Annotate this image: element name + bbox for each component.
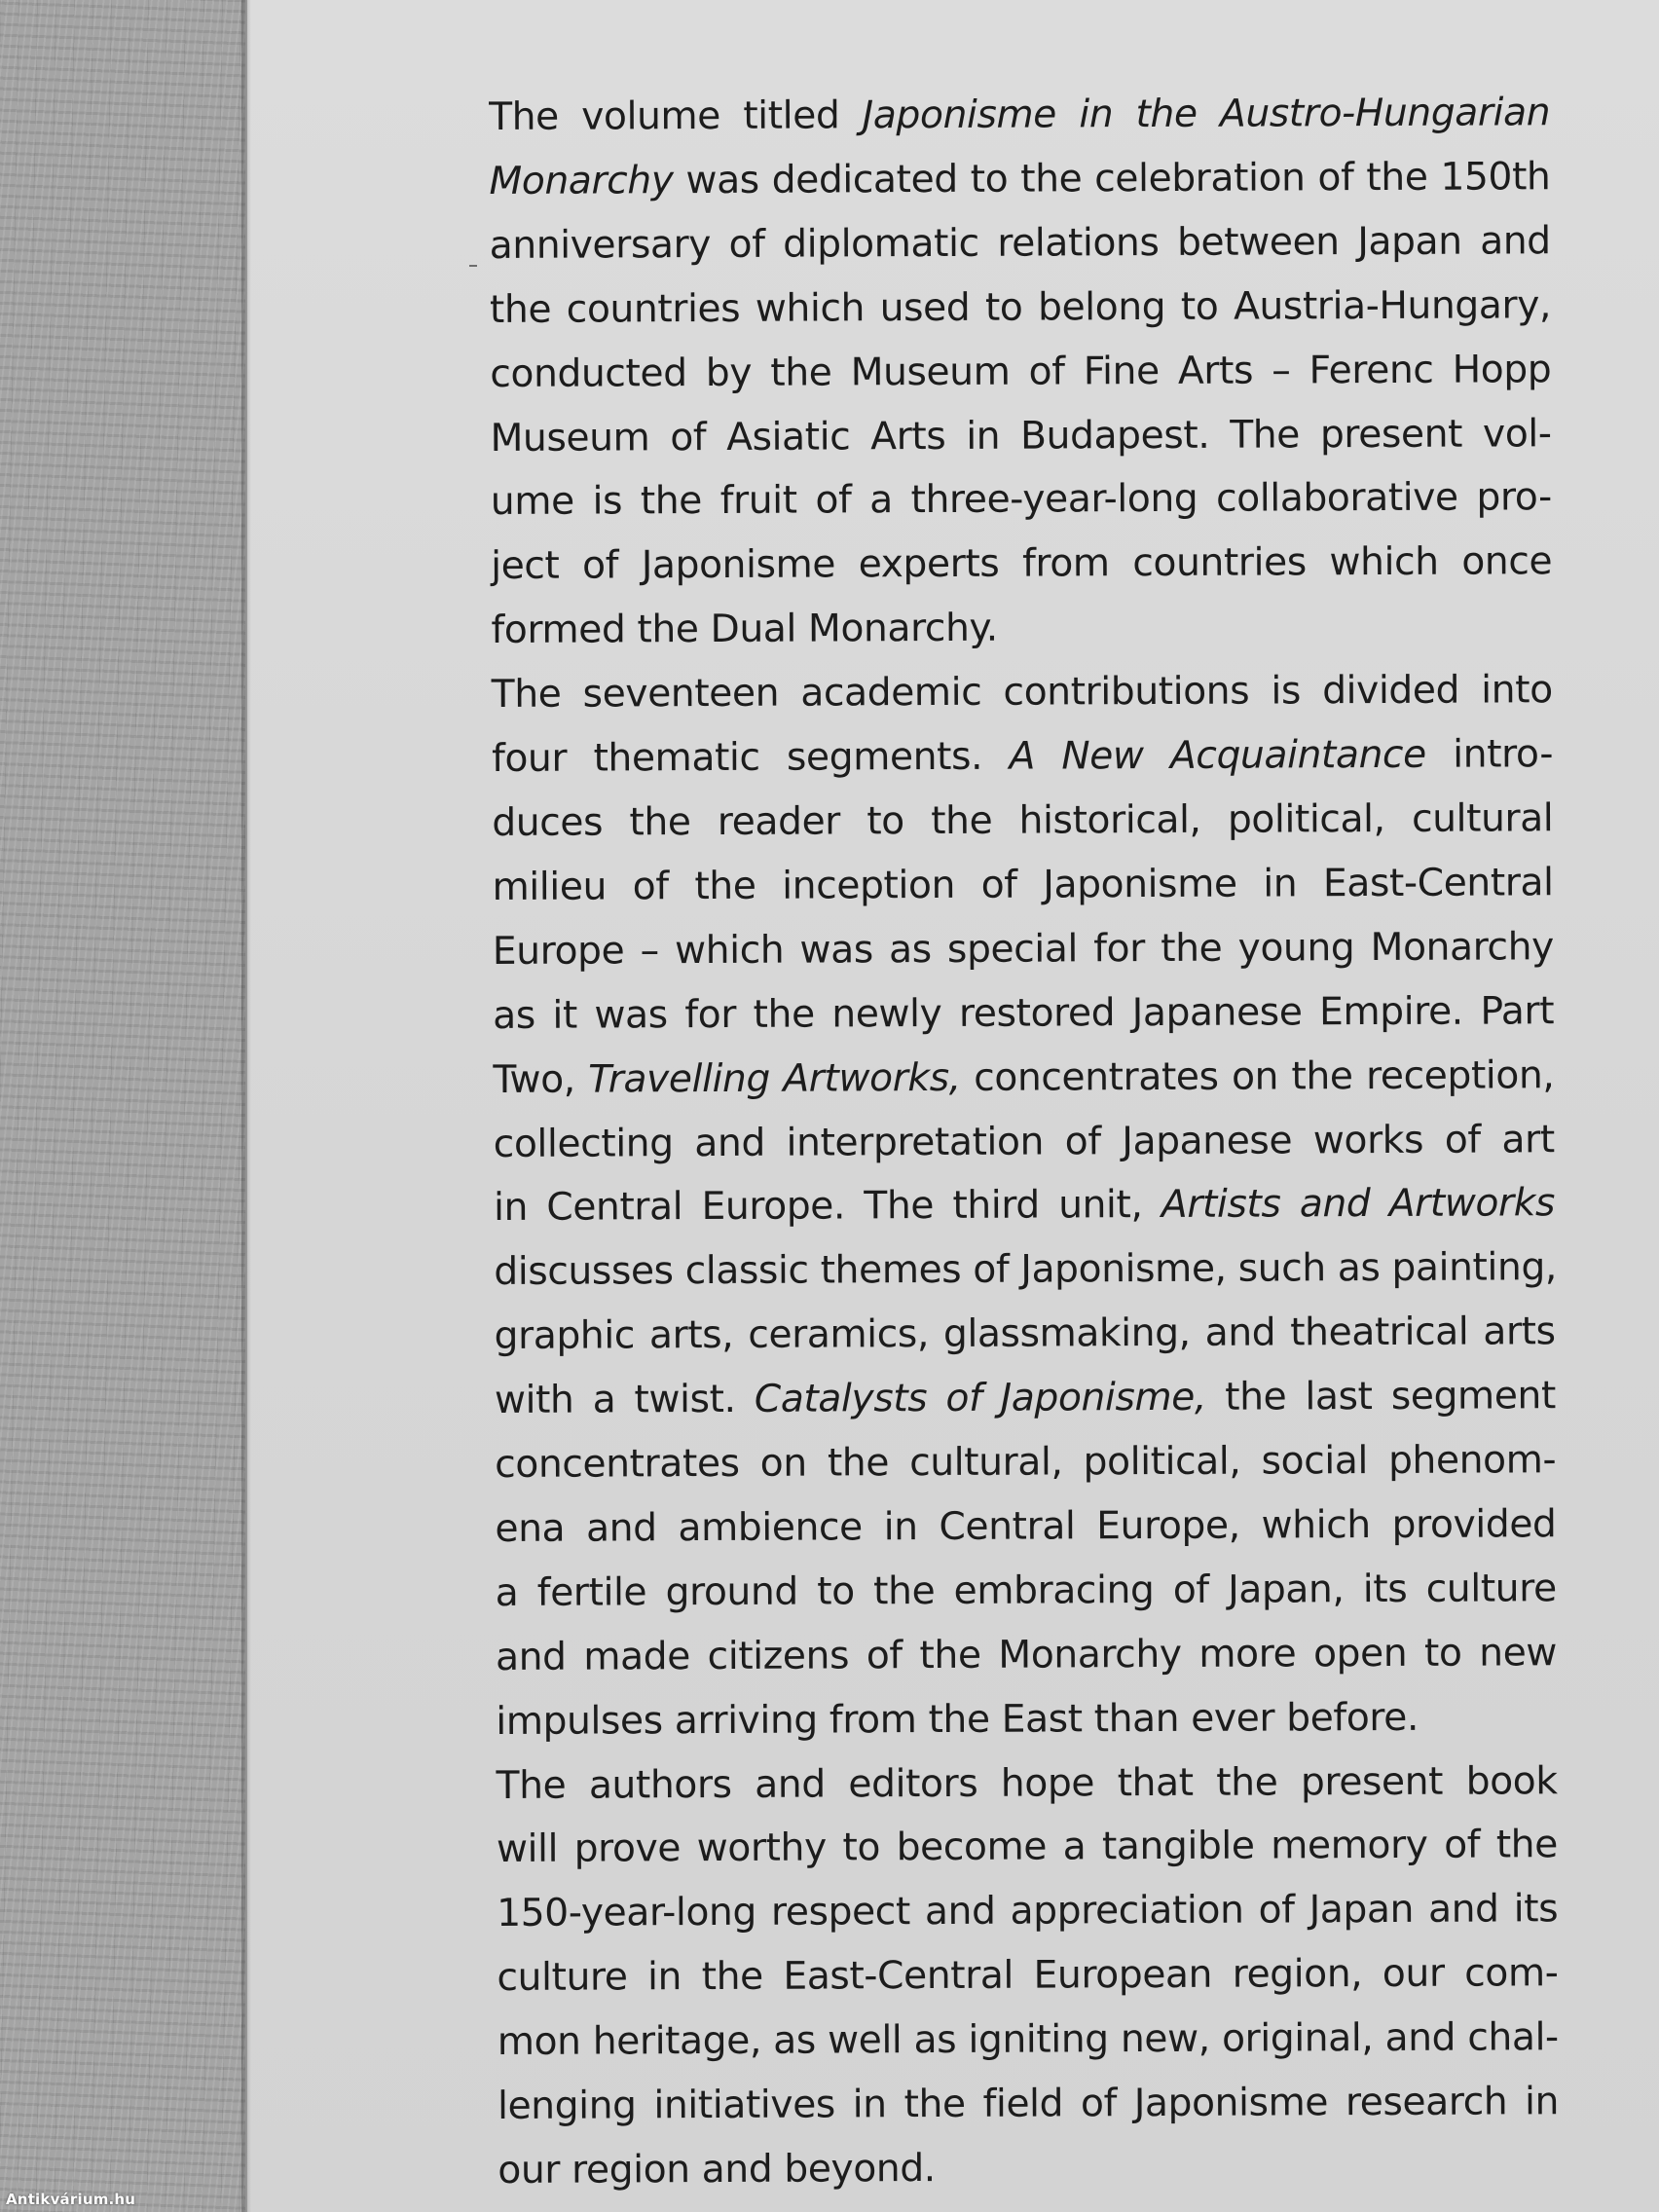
- text-line: [490, 274, 1551, 343]
- text-line: [491, 466, 1552, 535]
- paragraph: [492, 658, 1558, 1753]
- text-run: 150-year-long respect and appreciation of Japan and its: [497, 1887, 1559, 1936]
- paragraph: [496, 1750, 1559, 2203]
- book-page: [247, 0, 1659, 2212]
- linen-background: [0, 0, 245, 2212]
- text-line: [495, 1428, 1556, 1497]
- text-line: [492, 658, 1553, 727]
- text-run: The volume titled: [489, 93, 863, 139]
- italic-title: Catalysts of Japonisme,: [754, 1375, 1207, 1421]
- text-line: [494, 1172, 1555, 1241]
- italic-title: Artists and Artworks: [1161, 1181, 1556, 1228]
- text-line: [496, 1685, 1557, 1754]
- text-line: [496, 1621, 1557, 1690]
- text-run: Two,: [493, 1057, 589, 1102]
- text-line: [494, 1236, 1558, 1306]
- text-line: [498, 2006, 1559, 2075]
- text-line: [491, 594, 1552, 663]
- text-line: [489, 145, 1550, 214]
- text-run: impulses arriving from the East than ever before.: [496, 1695, 1419, 1744]
- text-line: [492, 851, 1553, 920]
- text-line: [493, 915, 1554, 984]
- text-line: [490, 402, 1551, 471]
- paragraph: [489, 81, 1553, 663]
- text-run: graphic arts, ceramics, glassmaking, and theatrical arts: [494, 1309, 1556, 1359]
- text-run: formed the Dual Monarchy.: [491, 606, 998, 653]
- text-line: [493, 1044, 1554, 1113]
- page-edge-shadow: [241, 0, 251, 2212]
- text-line: [498, 2070, 1559, 2139]
- text-run: lenging initiatives in the field of Japonisme research in: [497, 2080, 1560, 2129]
- text-line: [496, 1557, 1557, 1626]
- text-run: duces the reader to the historical, political, cultural: [492, 796, 1554, 845]
- text-line: [494, 1300, 1555, 1369]
- italic-title: Travelling Artworks,: [588, 1055, 961, 1102]
- watermark-text: Antikvárium.hu: [6, 2191, 136, 2208]
- text-line: [497, 1942, 1558, 2011]
- text-line: [495, 1493, 1556, 1562]
- text-run: and made citizens of the Monarchy more open to new: [495, 1630, 1558, 1679]
- text-run: Museum of Asiatic Arts in Budapest. The present vol-: [490, 411, 1552, 461]
- text-line: [492, 722, 1553, 792]
- italic-title: Monarchy: [489, 159, 674, 203]
- italic-title: Japonisme in the Austro-Hungarian: [862, 91, 1551, 138]
- text-run: in Central Europe. The third unit,: [493, 1183, 1161, 1231]
- text-run: our region and beyond.: [498, 2147, 936, 2193]
- text-run: ume is the fruit of a three-year-long collaborative pro-: [490, 475, 1552, 525]
- text-run: The authors and editors hope that the present book: [496, 1758, 1558, 1808]
- text-run: The seventeen academic contributions is divided into: [491, 668, 1553, 718]
- text-run: was dedicated to the celebration of the 150th: [673, 155, 1551, 203]
- text-line: [494, 1108, 1555, 1177]
- text-line: [489, 81, 1550, 150]
- text-run: concentrates on the cultural, political, social phenom-: [495, 1438, 1557, 1488]
- text-run: four thematic segments.: [491, 734, 1010, 782]
- text-run: intro-: [1425, 732, 1554, 777]
- text-line: [495, 1364, 1556, 1433]
- text-run: milieu of the inception of Japonisme in East-Central: [492, 861, 1554, 909]
- margin-mark: [469, 265, 477, 267]
- text-run: ject of Japonisme experts from countries which once: [491, 539, 1553, 589]
- text-run: Europe – which was as special for the young Monarchy: [492, 925, 1554, 974]
- text-line: [490, 209, 1551, 278]
- text-run: mon heritage, as well as igniting new, original, and chal-: [497, 2015, 1559, 2065]
- italic-title: A New Acquaintance: [1009, 732, 1426, 779]
- text-line: [496, 1750, 1557, 1819]
- text-line: [497, 1878, 1558, 1947]
- text-line: [498, 2134, 1559, 2203]
- text-run: concentrates on the reception,: [960, 1052, 1555, 1100]
- text-run: ena and ambience in Central Europe, which provided: [495, 1502, 1557, 1551]
- text-line: [490, 338, 1551, 407]
- text-line: [497, 1814, 1558, 1883]
- body-text: [489, 81, 1559, 2203]
- text-line: [491, 531, 1552, 600]
- text-run: the last segment: [1205, 1374, 1556, 1419]
- text-run: with a twist.: [494, 1377, 755, 1423]
- text-run: discusses classic themes of Japonisme, such as painting,: [494, 1245, 1558, 1295]
- text-run: collecting and interpretation of Japanese works of art: [493, 1117, 1555, 1166]
- text-run: conducted by the Museum of Fine Arts – Ferenc Hopp: [490, 347, 1552, 396]
- text-run: culture in the East-Central European region, our com-: [497, 1951, 1559, 2001]
- text-run: as it was for the newly restored Japanese Empire. Part: [493, 988, 1555, 1038]
- text-line: [493, 979, 1554, 1049]
- text-run: will prove worthy to become a tangible memory of the: [496, 1823, 1558, 1872]
- text-run: anniversary of diplomatic relations between Japan and: [489, 219, 1551, 268]
- text-run: a fertile ground to the embracing of Japan, its culture: [495, 1567, 1557, 1615]
- text-run: the countries which used to belong to Austria-Hungary,: [489, 282, 1552, 332]
- text-line: [492, 787, 1553, 856]
